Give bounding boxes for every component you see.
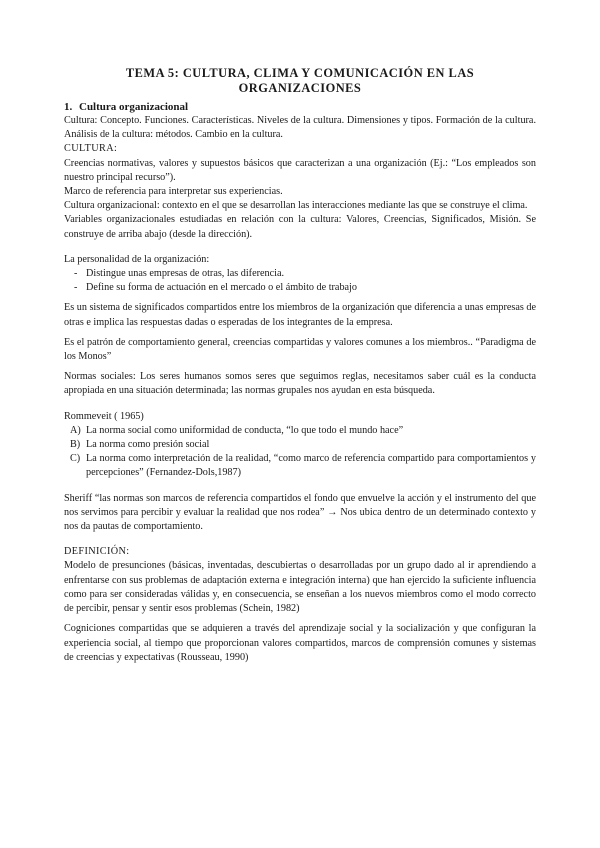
section-number: 1. [64, 101, 73, 113]
sheriff-paragraph: Sheriff “las normas son marcos de referencia compartidos el fondo que envuelve la acción y el instrumento del que nos servimos para percibir y evaluar la realidad que nos rodea” → Nos ubica dentro de un determinado contexto y nos da pautas de comportamiento. [64, 492, 536, 533]
list-marker: B) [70, 439, 81, 451]
list-marker: A) [70, 424, 81, 436]
list-item-text: La norma como interpretación de la realidad, “como marco de referencia compartido para comportamientos y percepciones” (Fernandez-Dols,1987) [86, 453, 536, 479]
cultura-label: CULTURA: [64, 143, 118, 155]
spacer [64, 399, 536, 410]
list-item [64, 424, 536, 438]
rousseau-paragraph: Cogniciones compartidas que se adquieren a través del aprendizaje social y la socialización y que configuran la experiencia social, al tiempo que proporcionan valores compartidos, marcos de comprensión comunes y sistemas de creencias y expectativas (Rousseau, 1990) [64, 623, 536, 663]
list-item-text: La norma social como uniformidad de conducta, “lo que todo el mundo hace” [86, 424, 404, 436]
personalidad-list [64, 267, 536, 295]
topics-paragraph: Cultura: Concepto. Funciones. Características. Niveles de la cultura. Dimensiones y tipos. Formación de la cultura. Análisis de la cultura: métodos. Cambio en la cultura. [64, 115, 536, 141]
list-item-text: La norma como presión social [86, 439, 210, 451]
cultura-org-paragraph: Cultura organizacional: contexto en el que se desarrollan las interacciones mediante las que se construye el clima. [64, 200, 528, 212]
list-marker: C) [70, 453, 81, 465]
rommeveit-list [64, 424, 536, 481]
schein-paragraph: Modelo de presunciones (básicas, inventadas, descubiertas o desarrolladas por un grupo dado al ir aprendiendo a enfrentarse con sus problemas de adaptación externa e integración interna) que han ejercido la suficiente influencia como para ser consideradas válidas y, en consecuencia, se enseñan a los nuevos miembros como el modo correcto de percibir, pensar y sentir esos problemas (Schein, 1982) [64, 560, 536, 615]
definicion-label: DEFINICIÓN: [64, 546, 130, 558]
patron-paragraph: Es el patrón de comportamiento general, creencias compartidas y valores comunes a los miembros.. “Paradigma de los Monos” [64, 336, 536, 363]
sistema-paragraph: Es un sistema de significados compartidos entre los miembros de la organización que diferencia a unas empresas de otras e implica las respuestas dadas o esperadas de los integrantes de la empresa. [64, 302, 536, 328]
spacer [64, 242, 536, 253]
creencias-paragraph: Creencias normativas, valores y supuestos básicos que caracterizan a una organización (Ej.: “Los empleados son nuestro principal recurso”). [64, 157, 536, 183]
list-item: - Define su forma de actuación en el mercado o el ámbito de trabajo [64, 281, 536, 295]
rommeveit-label: Rommeveit ( 1965) [64, 410, 144, 422]
section-heading-text: Cultura organizacional [79, 101, 189, 113]
page-title: TEMA 5: CULTURA, CLIMA Y COMUNICACIÓN EN LAS ORGANIZACIONES [125, 66, 475, 95]
spacer [64, 534, 536, 545]
section-heading [64, 100, 536, 114]
personalidad-label: La personalidad de la organización: [64, 253, 210, 265]
spacer [64, 481, 536, 492]
list-item [64, 438, 536, 452]
list-item: - Distingue unas empresas de otras, las diferencia. [64, 267, 536, 281]
variables-paragraph: Variables organizacionales estudiadas en relación con la cultura: Valores, Creencias, Significados, Misión. Se construye de arriba abajo (desde la dirección). [64, 214, 536, 240]
list-item [64, 452, 536, 480]
normas-paragraph: Normas sociales: Los seres humanos somos seres que seguimos reglas, necesitamos saber cuál es la conducta apropiada en una situación determinada; las normas grupales nos ayudan en esta búsqueda. [64, 371, 536, 397]
marco-paragraph: Marco de referencia para interpretar sus experiencias. [64, 186, 283, 198]
